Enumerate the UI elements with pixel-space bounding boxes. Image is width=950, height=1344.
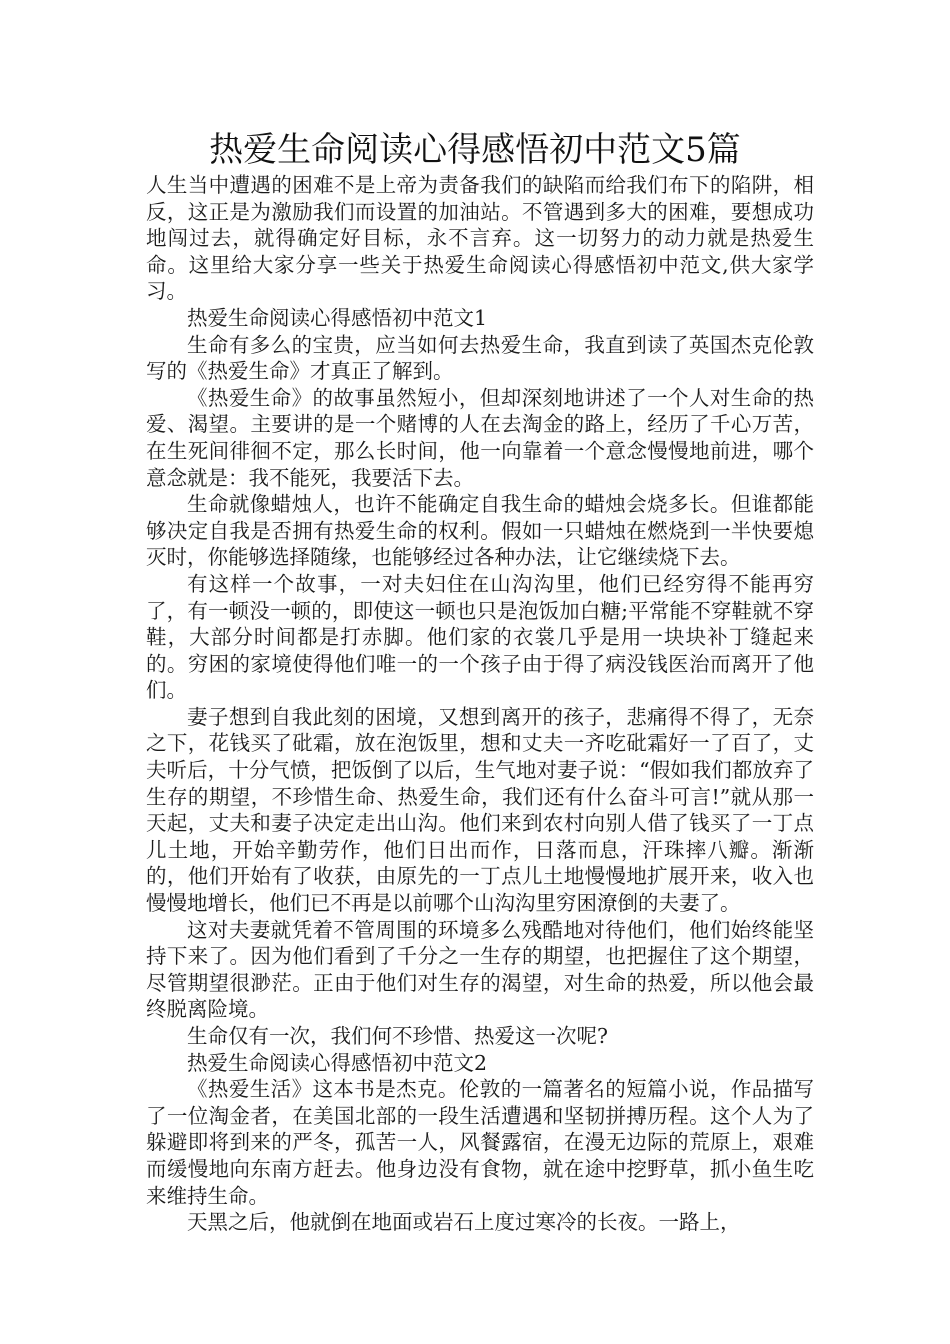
intro-paragraph: 人生当中遭遇的困难不是上帝为责备我们的缺陷而给我们布下的陷阱，相反，这正是为激励我们而设置的加油站。不管遇到多大的困难，要想成功地闯过去，就得确定好目标，永不言弃。这一切努力的动力就是热爱生命。这里给大家分享一些关于热爱生命阅读心得感悟初中范文,供大家学习。 — [146, 173, 814, 304]
body-paragraph: 《热爱生命》的故事虽然短小，但却深刻地讲述了一个人对生命的热爱、渴望。主要讲的是一个赌博的人在去淘金的路上，经历了千心万苦，在生死间徘徊不定，那么长时间，他一向靠着一个意念慢慢地前进，哪个意念就是：我不能死，我要活下去。 — [146, 385, 814, 490]
body-paragraph: 有这样一个故事，一对夫妇住在山沟沟里，他们已经穷得不能再穷了，有一顿没一顿的，即使这一顿也只是泡饭加白糖;平常能不穿鞋就不穿鞋，大部分时间都是打赤脚。他们家的衣裳几乎是用一块块补丁缝起来的。穷困的家境使得他们唯一的一个孩子由于得了病没钱医治而离开了他们。 — [146, 571, 814, 703]
body-paragraph: 《热爱生活》这本书是杰克。伦敦的一篇著名的短篇小说，作品描写了一位淘金者，在美国北部的一段生活遭遇和坚韧拼搏历程。这个人为了躲避即将到来的严冬，孤苦一人，风餐露宿，在漫无边际的荒原上，艰难而缓慢地向东南方赶去。他身边没有食物，就在途中挖野草，抓小鱼生吃来维持生命。 — [146, 1077, 814, 1208]
body-paragraph: 天黑之后，他就倒在地面或岩石上度过寒冷的长夜。一路上， — [187, 1210, 741, 1235]
body-paragraph: 这对夫妻就凭着不管周围的环境多么残酷地对待他们，他们始终能坚持下来了。因为他们看到了千分之一生存的期望，也把握住了这个期望，尽管期望很渺茫。正由于他们对生存的渴望，对生命的热爱，所以他会最终脱离险境。 — [146, 917, 814, 1022]
section-heading-1: 热爱生命阅读心得感悟初中范文1 — [187, 305, 488, 330]
document-body — [146, 172, 814, 1236]
body-paragraph: 生命就像蜡烛人，也许不能确定自我生命的蜡烛会烧多长。但谁都能够决定自我是否拥有热爱生命的权利。假如一只蜡烛在燃烧到一半快要熄灭时，你能够选择随缘，也能够经过各种办法，让它继续烧下去。 — [146, 492, 814, 570]
section-heading-2: 热爱生命阅读心得感悟初中范文2 — [187, 1050, 488, 1075]
body-paragraph: 妻子想到自我此刻的困境，又想到离开的孩子，悲痛得不得了，无奈之下，花钱买了砒霜，放在泡饭里，想和丈夫一齐吃砒霜好一了百了，丈夫听后，十分气愤，把饭倒了以后，生气地对妻子说：“假如我们都放弃了生存的期望，不珍惜生命、热爱生命，我们还有什么奋斗可言!”就从那一天起，丈夫和妻子决定走出山沟。他们来到农村向别人借了钱买了一丁点儿土地，开始辛勤劳作，他们日出而作，日落而息，汗珠摔八瓣。渐渐的，他们开始有了收获，由原先的一丁点儿土地慢慢地扩展开来，收入也慢慢地增长，他们已不再是以前哪个山沟沟里穷困潦倒的夫妻了。 — [146, 704, 814, 916]
body-paragraph: 生命有多么的宝贵，应当如何去热爱生命，我直到读了英国杰克伦敦写的《热爱生命》才真正了解到。 — [146, 332, 814, 384]
document-title: 热爱生命阅读心得感悟初中范文5篇 — [209, 130, 741, 170]
body-paragraph: 生命仅有一次，我们何不珍惜、热爱这一次呢? — [187, 1024, 608, 1048]
